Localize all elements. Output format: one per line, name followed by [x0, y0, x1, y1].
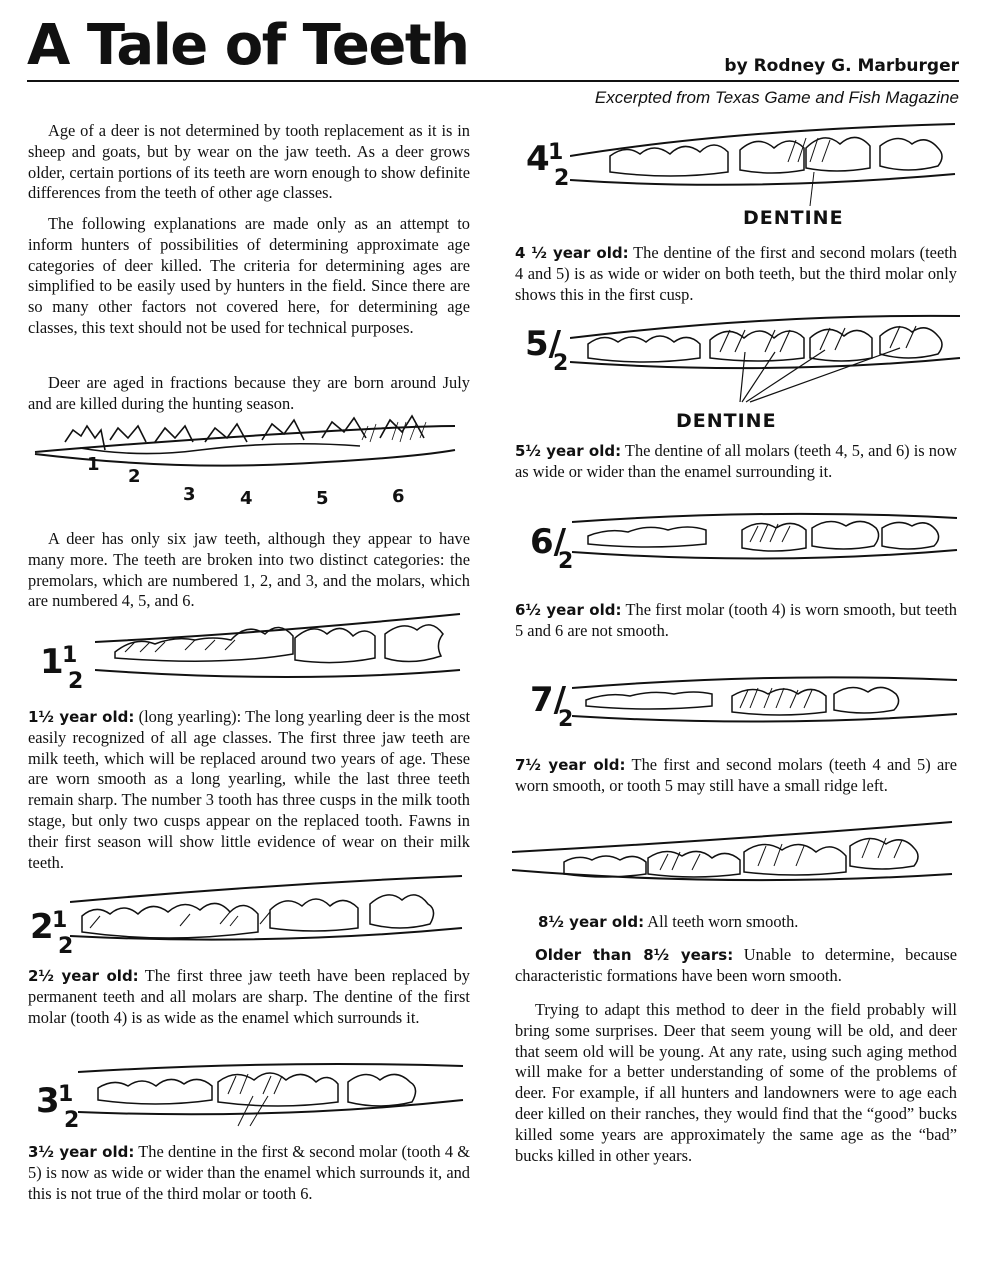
dentine-label-5-5: DENTINE [676, 410, 777, 432]
older-paragraph: Older than 8½ years: Unable to determine, because characteristic formations have been worn smooth. [515, 945, 957, 985]
tooth-number-4: 4 [240, 488, 253, 509]
fractions-paragraph: Deer are aged in fractions because they are born around July and are killed during the hunting season. [28, 373, 470, 413]
age-4-5-paragraph: 4 ½ year old: The dentine of the first and second molars (teeth 4 and 5) is as wide or wider on both teeth, but the third molar only shows this in the first cusp. [515, 243, 957, 304]
tooth-number-2: 2 [128, 466, 141, 487]
age-5-5-paragraph: 5½ year old: The dentine of all molars (teeth 4, 5, and 6) is now as wide or wider than the enamel surrounding it. [515, 441, 958, 481]
jaw-drawing-3-5 [78, 1054, 468, 1134]
age-7-5-paragraph: 7½ year old: The first and second molars (teeth 4 and 5) are worn smooth, or tooth 5 may still have a small ridge left. [515, 755, 957, 795]
jaw-drawing-8-5 [512, 818, 957, 900]
age-label-7-5: 7/ 2 [530, 680, 574, 732]
age-8-5-paragraph: 8½ year old: All teeth worn smooth. [538, 912, 799, 931]
age-3-5-paragraph: 3½ year old: The dentine in the first & second molar (tooth 4 & 5) is now as wide or wider than the enamel which surrounds it, and this is not true of the third molar or tooth 6. [28, 1142, 471, 1203]
age-6-5-paragraph: 6½ year old: The first molar (tooth 4) is worn smooth, but teeth 5 and 6 are not smooth. [515, 600, 958, 640]
jaw-drawing-7-5 [572, 666, 962, 742]
jaw-drawing-4-5 [570, 116, 960, 206]
age-2-5-paragraph: 2½ year old: The first three jaw teeth have been replaced by permanent teeth and all molars are sharp. The dentine of the first molar (tooth 4) is as wide as the enamel which surrounds it. [28, 966, 470, 1027]
jaw-drawing-5-5 [570, 310, 965, 420]
age-label-2-5: 2 1 2 [30, 907, 74, 959]
age-label-5-5: 5/ 2 [525, 324, 569, 376]
intro-paragraph: Age of a deer is not determined by tooth replacement as it is in sheep and goats, but by wear on the jaw teeth. As a deer grows older, certain portions of its teeth are worn enough to show definite differences from the teeth of other age classes. [28, 121, 470, 203]
tooth-number-6: 6 [392, 486, 405, 507]
age-label-6-5: 6/ 2 [530, 522, 574, 574]
source-note: Excerpted from Texas Game and Fish Magazine [594, 88, 959, 107]
criteria-paragraph: The following explanations are made only as an attempt to inform hunters of possibilities of determining approximate age categories of deer killed. The criteria for determining ages are simplified to be easily used by hunters in the field. Since there are so many other factors not covered here, for determining age classes, this text should not be used for technical purposes. [28, 214, 470, 337]
tooth-number-5: 5 [316, 488, 329, 509]
byline: by Rodney G. Marburger [724, 56, 959, 76]
jaw-drawing-6-5 [572, 506, 962, 576]
tooth-number-3: 3 [183, 484, 196, 505]
age-label-3-5: 3 1 2 [36, 1081, 80, 1133]
age-label-1-5: 1 1 2 [40, 642, 84, 694]
jaw-drawing-1-5 [95, 612, 465, 702]
tooth-number-1: 1 [87, 454, 100, 475]
title-rule [27, 80, 959, 82]
dentine-label-4-5: DENTINE [743, 207, 844, 229]
jaw-drawing-2-5 [70, 872, 465, 962]
closing-paragraph: Trying to adapt this method to deer in the field probably will bring some surprises. Deer that seem young will be old, and deer that seem old will be young. At any rate, using such aging method will make for a better understanding of some of the problems of deer. For example, if all hunters and landowners were to age each deer killed on their ranches, they would find that the “good” bucks killed some years are approximately the same age as the “bad” bucks killed in other years. [515, 1000, 957, 1165]
jaw-teeth-diagram [30, 412, 460, 512]
six-teeth-paragraph: A deer has only six jaw teeth, although they appear to have many more. The teeth are broken into two distinct categories: the premolars, which are numbered 1, 2, and 3, and the molars, which are numbered 4, 5, and 6. [28, 529, 470, 611]
page-title: A Tale of Teeth [27, 13, 469, 78]
age-1-5-paragraph: 1½ year old: (long yearling): The long yearling deer is the most easily recognized of all age classes. The first three jaw teeth are milk teeth, which will be replaced around two years of age. These are worn smooth as a long yearling, while the last three teeth remain sharp. The number 3 tooth has three cusps in the milk tooth stage, but only two cusps appear on the replaced tooth. Fawns in their first season will show little evidence of wear on their milk teeth. [28, 707, 470, 872]
age-label-4-5: 4 1 2 [526, 139, 570, 191]
